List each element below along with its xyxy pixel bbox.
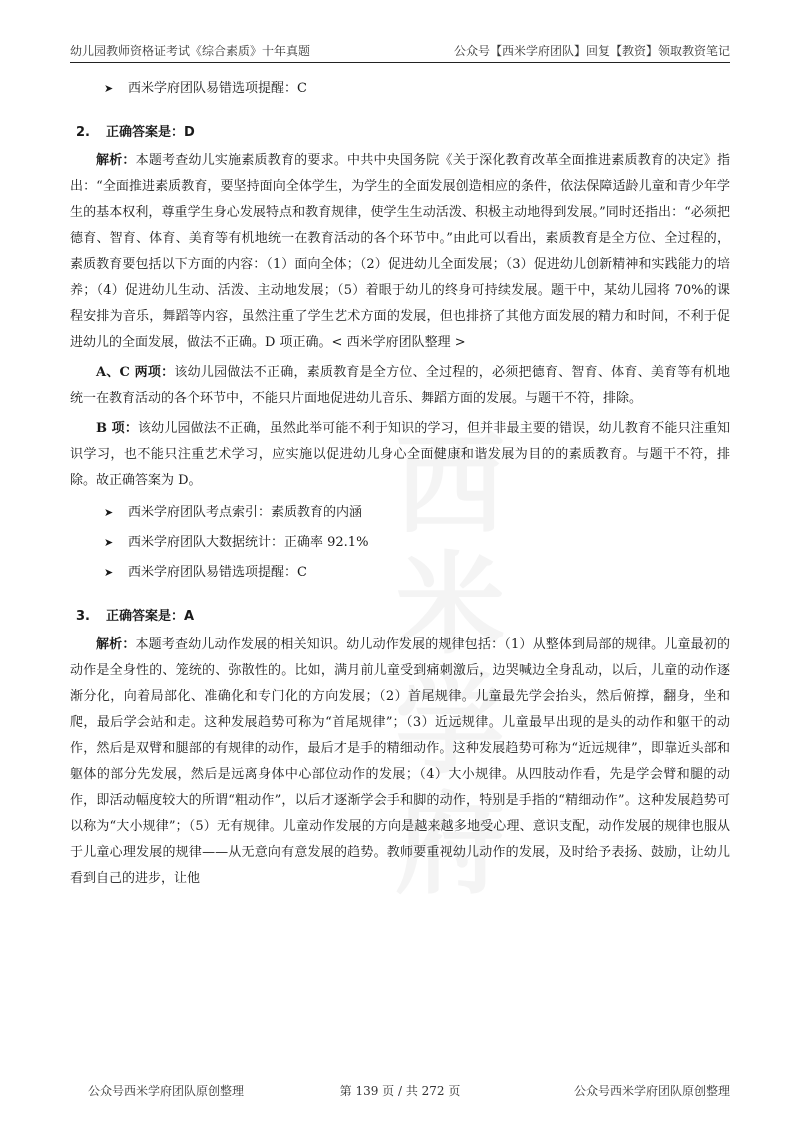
list-item: ➤ 西米学府团队考点索引：素质教育的内涵	[70, 498, 730, 528]
question-2-analysis: 解析：本题考查幼儿实施素质教育的要求。中共中央国务院《关于深化教育改革全面推进素质教育的决定》指出：“全面推进素质教育，要坚持面向全体学生，为学生的全面发展创造相应的条件，依法保障适龄儿童和青少年学生的基本权利，尊重学生身心发展特点和教育规律，使学生生动活泼、积极主动地得到发展。”同时还指出：“必须把德育、智育、体育、美育等有机地统一在教育活动的各个环节中。”由此可以看出，素质教育是全方位、全过程的，素质教育要包括以下方面的内容：（1）面向全体；（2）促进幼儿全面发展；（3）促进幼儿创新精神和实践能力的培养；（4）促进幼儿生动、活泼、主动地发展；（5）着眼于幼儿的终身可持续发展。题干中，某幼儿园将 70%的课程安排为音乐，舞蹈等内容，虽然注重了学生艺术方面的发展，但也排挤了其他方面发展的精力和时间，不利于促进幼儿的全面发展，做法不正确。D 项正确。< 西米学府团队整理 >	[70, 153, 730, 350]
question-2-option-b: B 项：该幼儿园做法不正确，虽然此举可能不利于知识的学习，但并非最主要的错误，幼儿教育不能只注重知识学习，也不能只注重艺术学习，应实施以促进幼儿身心全面健康和谐发展为目的的素质教育。与题干不符，排除。故正确答案为 D。	[70, 421, 730, 488]
arrow-bullet-icon: ➤	[104, 82, 114, 95]
header-promo: 公众号【西米学府团队】回复【教资】领取教资笔记	[453, 44, 730, 58]
list-item: ➤ 西米学府团队易错选项提醒：C	[70, 558, 730, 588]
footer-right: 公众号西米学府团队原创整理	[573, 1084, 730, 1098]
page-footer	[70, 1082, 730, 1102]
list-item: ➤ 西米学府团队易错选项提醒：C	[70, 74, 730, 104]
page-content	[70, 74, 730, 896]
question-3-answer: 3. 正确答案是：A	[76, 609, 195, 624]
arrow-bullet-icon: ➤	[104, 506, 114, 519]
footer-left: 公众号西米学府团队原创整理	[88, 1084, 245, 1098]
question-3-analysis: 解析：本题考查幼儿动作发展的相关知识。幼儿动作发展的规律包括：（1）从整体到局部的规律。儿童最初的动作是全身性的、笼统的、弥散性的。比如，满月前儿童受到痛刺激后，边哭喊边全身乱动，以后，儿童的动作逐渐分化，向着局部化、准确化和专门化的方向发展；（2）首尾规律。儿童最先学会抬头，然后俯撑，翻身，坐和爬，最后学会站和走。这种发展趋势可称为“首尾规律”；（3）近远规律。儿童最早出现的是头的动作和躯干的动作，然后是双臂和腿部的有规律的动作，最后才是手的精细动作。这种发展趋势可称为“近远规律”，即靠近头部和躯体的部分先发展，然后是远离身体中心部位动作的发展；（4）大小规律。从四肢动作看，先是学会臂和腿的动作，即活动幅度较大的所谓“粗动作”，以后才逐渐学会手和脚的动作，特别是手指的“精细动作”。这种发展趋势可以称为“大小规律”；（5）无有规律。儿童动作发展的方向是越来越多地受心理、意识支配，动作发展的规律也服从于儿童心理发展的规律——从无意向有意发展的趋势。教师要重视幼儿动作的发展，及时给予表扬、鼓励，让幼儿看到自己的进步，让他	[70, 637, 730, 886]
page-header	[70, 38, 730, 63]
question-2-answer: 2. 正确答案是：D	[76, 125, 195, 140]
arrow-bullet-icon: ➤	[104, 536, 114, 549]
page-number: 第 139 页 / 共 272 页	[339, 1084, 461, 1098]
question-2-options-ac: A、C 两项：该幼儿园做法不正确，素质教育是全方位、全过程的，必须把德育、智育、体育、美育等有机地统一在教育活动的各个环节中，不能只片面地促进幼儿音乐、舞蹈方面的发展。与题干不符，排除。	[70, 365, 730, 406]
list-item: ➤ 西米学府团队大数据统计：正确率 92.1%	[70, 528, 730, 558]
arrow-bullet-icon: ➤	[104, 566, 114, 579]
header-title: 幼儿园教师资格证考试《综合素质》十年真题	[70, 44, 311, 58]
